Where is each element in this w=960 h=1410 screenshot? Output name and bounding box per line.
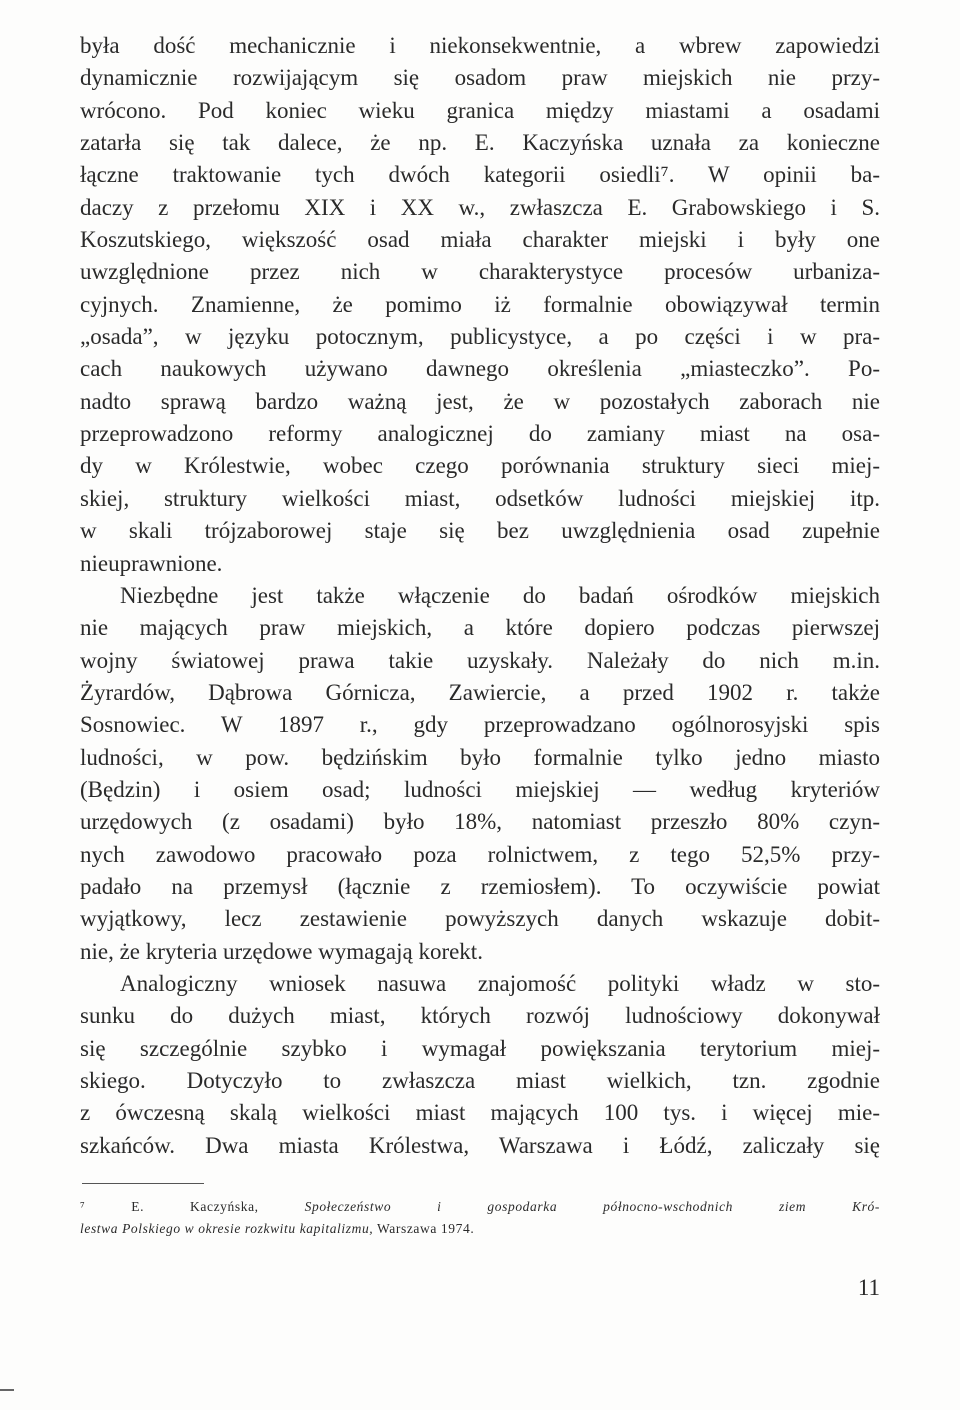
text-line: wrócono. Pod koniec wieku granica między miastami a osadami [80,97,880,123]
text-line: (Będzin) i osiem osad; ludności miejskiej — według kryteriów [80,776,880,802]
text-line: przeprowadzono reformy analogicznej do zamiany miast na osa- [80,421,880,447]
text-line: daczy z przełomu XIX i XX w., zwłaszcza E. Grabowskiego i S. [80,194,880,220]
text-line: nych zawodowo pracowało poza rolnictwem, z tego 52,5% przy- [80,841,880,867]
text-line: Żyrardów, Dąbrowa Górnicza, Zawiercie, a przed 1902 r. także [80,679,880,705]
text-line: wojny światowej prawa takie uzyskały. Należały do nich m.in. [80,647,880,673]
body-text [80,30,880,1162]
text-line: Sosnowiec. W 1897 r., gdy przeprowadzano ogólnorosyjski spis [80,712,880,738]
text-line: dynamicznie rozwijającym się osadom praw miejskich nie przy- [80,65,880,91]
text-line: nieuprawnione. [80,550,223,576]
scan-edge-mark [0,1389,14,1391]
text-line: się szczególnie szybko i wymagał powiększania terytorium miej- [80,1035,880,1061]
text-line: łączne traktowanie tych dwóch kategorii osiedli⁷. W opinii ba- [80,162,880,188]
text-line: „osada”, w języku potocznym, publicystyce, a po części i w pra- [80,324,880,350]
text-line: była dość mechanicznie i niekonsekwentnie, a wbrew zapowiedzi [80,33,880,58]
text-line: szkańców. Dwa miasta Królestwa, Warszawa i Łódź, zaliczały się [80,1132,880,1158]
footnote [80,1196,880,1240]
text-line: Niezbędne jest także włączenie do badań ośrodków miejskich [120,582,880,608]
footnote-tail: Warszawa 1974. [377,1221,475,1236]
text-line: padało na przemysł (łącznie z rzemiosłem). To oczywiście powiat [80,873,880,899]
text-line: nie mających praw miejskich, a które dopiero podczas pierwszej [80,615,880,641]
footnote-line [80,1196,880,1218]
footnote-divider [82,1183,204,1184]
footnote-marker: ⁷ E. Kaczyńska, [80,1199,259,1214]
text-line: wyjątkowy, lecz zestawienie powyższych danych wskazuje dobit- [80,906,880,932]
text-line: zatarła się tak dalece, że np. E. Kaczyńska uznała za konieczne [80,130,880,156]
text-line: z ówczesną skalą wielkości miast mających 100 tys. i więcej mie- [80,1100,880,1126]
text-line: ludności, w pow. będzińskim było formalnie tylko jedno miasto [80,744,880,770]
text-line: skiego. Dotyczyło to zwłaszcza miast wielkich, tzn. zgodnie [80,1068,880,1093]
footnote-title: lestwa Polskiego w okresie rozkwitu kapitalizmu, [80,1221,374,1236]
page-number: 11 [857,1275,880,1300]
text-line: nie, że kryteria urzędowe wymagają korekt. [80,938,483,964]
text-line: sunku do dużych miast, których rozwój ludnościowy dokonywał [80,1003,880,1029]
text-line: uwzględnione przez nich w charakterystyce procesów urbaniza- [80,259,880,285]
text-line: Koszutskiego, większość osad miała charakter miejski i były one [80,227,880,253]
text-line: Analogiczny wniosek nasuwa znajomość polityki władz w sto- [120,970,880,996]
footnote-line [80,1218,880,1240]
text-line: cyjnych. Znamienne, że pomimo iż formalnie obowiązywał termin [80,291,880,317]
text-line: dy w Królestwie, wobec czego porównania struktury sieci miej- [80,453,880,479]
text-line: w skali trójzaborowej staje się bez uwzględnienia osad zupełnie [80,518,880,544]
text-line: cach naukowych używano dawnego określenia „miasteczko”. Po- [80,356,880,382]
text-line: skiej, struktury wielkości miast, odsetków ludności miejskiej itp. [80,485,880,511]
text-line: urzędowych (z osadami) było 18%, natomiast przeszło 80% czyn- [80,809,880,835]
footnote-title: Społeczeństwo i gospodarka północno-wschodnich ziem Kró- [304,1199,880,1214]
text-line: nadto sprawą bardzo ważną jest, że w pozostałych zaborach nie [80,388,880,414]
